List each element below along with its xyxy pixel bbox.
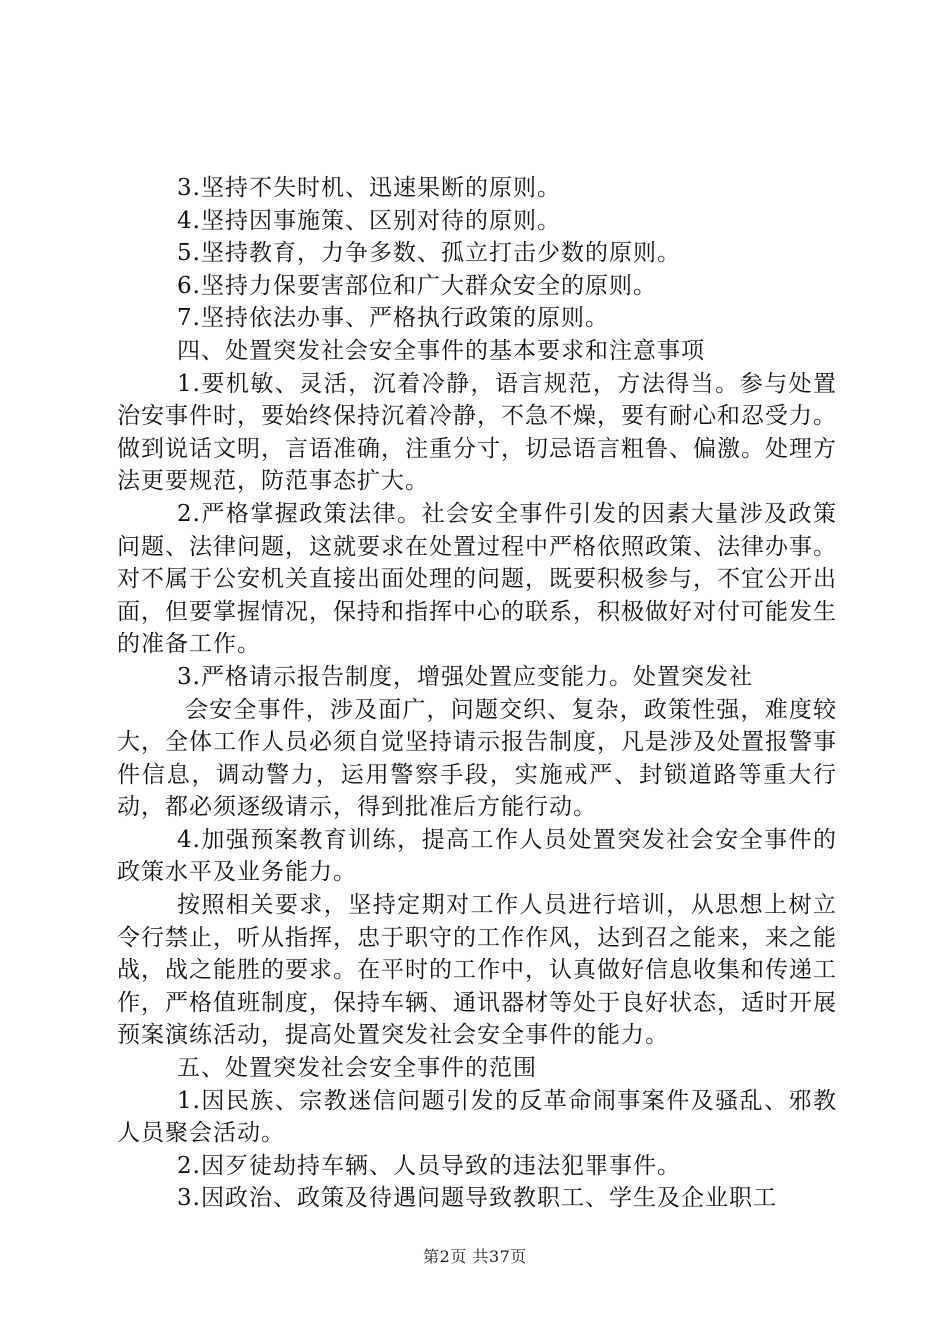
paragraph: 2.因歹徒劫持车辆、人员导致的违法犯罪事件。 — [177, 1152, 681, 1179]
paragraph: 1.要机敏、灵活，沉着冷静，语言规范，方法得当。参与处置治安事件时，要始终保持沉着冷静，不急不燥，要有耐心和忍受力。做到说话文明，言语准确，注重分寸，切忌语言粗鲁、偏激。处理方法更要规范，防范事态扩大。 — [117, 370, 837, 495]
page-number: 第2页 共37页 — [423, 1247, 527, 1266]
paragraph: 会安全事件，涉及面广，问题交织、复杂，政策性强，难度较大，全体工作人员必须自觉坚持请示报告制度，凡是涉及处置报警事件信息，调动警力，运用警察手段，实施戒严、封锁道路等重大行动，都必须逐级请示，得到批准后方能行动。 — [117, 696, 837, 821]
paragraph: 5.坚持教育，力争多数、孤立打击少数的原则。 — [177, 240, 681, 267]
paragraph: 4.加强预案教育训练，提高工作人员处置突发社会安全事件的政策水平及业务能力。 — [117, 826, 837, 886]
section-heading: 五、处置突发社会安全事件的范围 — [177, 1055, 537, 1082]
page-footer — [0, 1244, 950, 1267]
paragraph: 3.坚持不失时机、迅速果断的原则。 — [177, 175, 561, 201]
paragraph: 2.严格掌握政策法律。社会安全事件引发的因素大量涉及政策问题、法律问题，这就要求在处置过程中严格依照政策、法律办事。对不属于公安机关直接出面处理的问题，既要积极参与，不宜公开出面，但要掌握情况，保持和指挥中心的联系，积极做好对付可能发生的准备工作。 — [117, 500, 837, 658]
paragraph: 1.因民族、宗教迷信问题引发的反革命闹事案件及骚乱、邪教人员聚会活动。 — [117, 1087, 837, 1147]
paragraph: 按照相关要求，坚持定期对工作人员进行培训，从思想上树立令行禁止，听从指挥，忠于职守的工作作风，达到召之能来，来之能战，战之能胜的要求。在平时的工作中，认真做好信息收集和传递工作，严格值班制度，保持车辆、通讯器材等处于良好状态，适时开展预案演练活动，提高处置突发社会安全事件的能力。 — [117, 892, 837, 1049]
section-heading: 四、处置突发社会安全事件的基本要求和注意事项 — [177, 337, 705, 364]
paragraph: 3.严格请示报告制度，增强处置应变能力。处置突发社 — [177, 663, 753, 690]
paragraph: 7.坚持依法办事、严格执行政策的原则。 — [177, 305, 609, 332]
paragraph: 6.坚持力保要害部位和广大群众安全的原则。 — [177, 272, 657, 299]
paragraph: 3.因政治、政策及待遇问题导致教职工、学生及企业职工 — [177, 1185, 777, 1212]
document-body — [117, 172, 837, 1215]
paragraph: 4.坚持因事施策、区别对待的原则。 — [177, 207, 561, 234]
